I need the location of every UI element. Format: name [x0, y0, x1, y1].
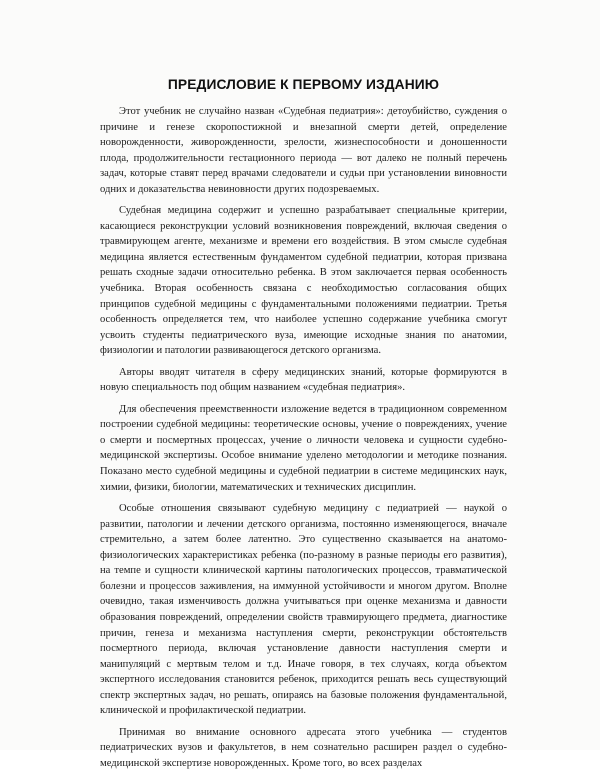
paragraph-6: Принимая во внимание основного адресата этого учебника — студентов педиатрических вузов и факультетов, в нем сознательно расширен раздел о судебно-медицинской экспертизе новорожденных. Кроме того, во всех разделах: [100, 726, 507, 769]
paragraph-1: Этот учебник не случайно назван «Судебная педиатрия»: детоубийство, суждения о причине и генезе скоропостижной и внезапной смерти детей, определение новорожденности, живорожденности, зрелости, жизнеспособности и доношенности плода, продолжительности гестационного периода — вот далеко не полный перечень задач, которые ставят перед врачами следователи и судьи при установлении виновности одних и доказательства невиновности других подозреваемых.: [100, 106, 507, 195]
page-content: [100, 76, 507, 771]
page-title: ПРЕДИСЛОВИЕ К ПЕРВОМУ ИЗДАНИЮ: [167, 77, 440, 92]
paragraph-3: Авторы вводят читателя в сферу медицинских знаний, которые формируются в новую специальность под общим названием «судебная педиатрия».: [100, 366, 507, 394]
paragraph-4: Для обеспечения преемственности изложение ведется в традиционном современном построении судебной медицины: теоретические основы, учение о повреждениях, учение о смерти и посмертных процессах, учение о личности человека и сущности судебно-медицинской экспертизы. Особое внимание уделено методологии и методике познания. Показано место судебной медицины и судебной педиатрии в системе медицинских наук, химии, физики, биологии, математических и технических дисциплин.: [100, 403, 507, 493]
paragraph-2: Судебная медицина содержит и успешно разрабатывает специальные критерии, касающиеся реконструкции условий возникновения повреждений, включая сведения о травмирующем агенте, механизме и времени его воздействия. В этом смысле судебная медицина является естественным фундаментом судебной педиатрии, которая призвана решать сходные задачи относительно ребенка. В этом заключается первая особенность учебника. Вторая особенность связана с необходимостью согласования общих принципов судебной медицины с фундаментальными положениями педиатрии. Третья особенность определяется тем, что наиболее успешно содержание учебника смогут усвоить студенты педиатрического вуза, имеющие исходные знания по анатомии, физиологии и патологии развивающегося детского организма.: [100, 205, 507, 357]
paragraph-5: Особые отношения связывают судебную медицину с педиатрией — наукой о развитии, патологии и лечении детского организма, постоянно изменяющегося, вначале стремительно, а затем более латентно. Это существенно сказывается на анатомо-физиологических характеристиках ребенка (по-разному в разные периоды его развития), на темпе и сущности клинической картины патологических процессов, травматической болезни и процессов заживления, на иммунной устойчивости и многом другом. Вполне очевидно, такая изменчивость должна учитываться при оценке механизма и давности образования повреждений, определении свойств травмирующего предмета, диагностике причин, генеза и механизма наступления смерти, реконструкции обстоятельств посмертного периода, включая установление давности наступления смерти и манипуляций с мертвым телом и т.д. Иначе говоря, в тех случаях, когда объектом экспертного исследования становится ребенок, приходится решать весь существующий спектр экспертных задач, но решать, опираясь на базовые положения фундаментальной, клинической и профилактической педиатрии.: [100, 503, 507, 717]
